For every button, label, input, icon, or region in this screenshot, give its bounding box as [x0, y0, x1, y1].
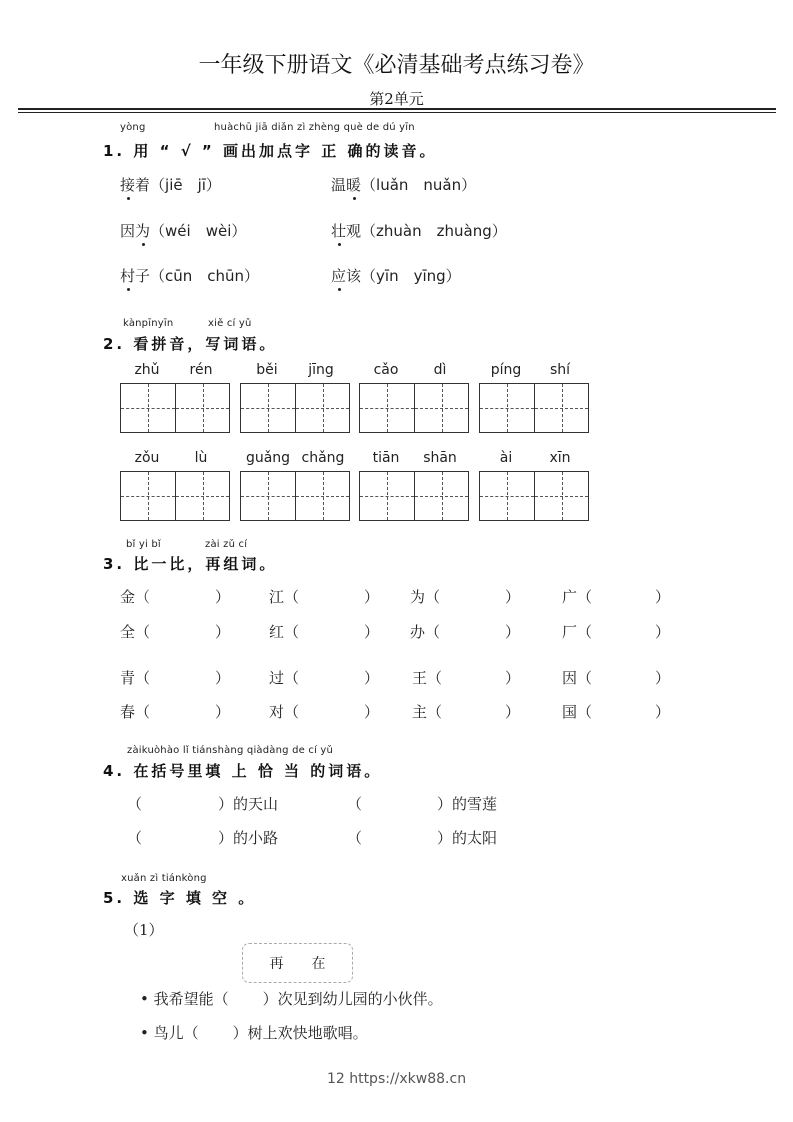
- open-paren: （: [135, 669, 151, 687]
- sentence-before: 鸟儿（: [153, 1024, 199, 1042]
- q4-open-paren: （: [347, 795, 363, 813]
- q1-pinyin-rest: huàchū jiā diǎn zì zhèng què de dú yīn: [214, 122, 415, 133]
- pinyin: zhǔ: [134, 362, 160, 378]
- pinyin-options: （jiē jī）: [150, 176, 221, 194]
- open-paren: （: [427, 703, 443, 721]
- grid-cell[interactable]: [534, 472, 588, 520]
- q1-text-check: “ √ ”: [159, 142, 215, 160]
- compare-item: [410, 586, 440, 607]
- pinyin-options: （luǎn nuǎn）: [361, 176, 477, 194]
- char: 广: [562, 588, 578, 606]
- compare-item: [120, 621, 150, 642]
- close-paren: ）: [215, 588, 231, 606]
- pinyin: rén: [189, 362, 213, 378]
- word-char: 温: [331, 176, 347, 194]
- close-paren: ）: [655, 588, 671, 606]
- grid-cell[interactable]: [295, 472, 349, 520]
- open-paren: （: [284, 669, 300, 687]
- compare-item: [269, 586, 299, 607]
- char: 主: [412, 703, 428, 721]
- compare-item: [120, 586, 150, 607]
- pinyin-pair: [479, 450, 587, 466]
- pinyin: shān: [423, 450, 457, 466]
- close-paren: ）: [218, 829, 234, 847]
- pinyin-pair: [479, 362, 587, 378]
- char: 因: [562, 669, 578, 687]
- page-footer: 12 https://xkw88.cn: [326, 1071, 467, 1087]
- pinyin: ài: [499, 450, 513, 466]
- pinyin-options: （cūn chūn）: [150, 267, 260, 285]
- close-paren: ）: [655, 623, 671, 641]
- grid-cell[interactable]: [414, 384, 468, 432]
- sentence-after: ）树上欢快地歌唱。: [232, 1024, 368, 1042]
- q1-pinyin-yong: yòng: [120, 122, 146, 133]
- q4-pinyin: zàikuòhào lǐ tiánshàng qiàdàng de cí yǔ: [127, 745, 334, 756]
- phrase-suffix: 的天山: [233, 795, 279, 813]
- phrase-suffix: 的小路: [233, 829, 279, 847]
- pinyin: běi: [256, 362, 278, 378]
- grid-cell[interactable]: [534, 384, 588, 432]
- grid-cell[interactable]: [295, 384, 349, 432]
- q1-heading: [103, 140, 437, 161]
- char: 青: [120, 669, 136, 687]
- open-paren: （: [284, 588, 300, 606]
- q4-heading: [103, 760, 382, 781]
- char: 办: [410, 623, 426, 641]
- open-paren: （: [577, 669, 593, 687]
- compare-item: [412, 701, 442, 722]
- grid-cell[interactable]: [414, 472, 468, 520]
- q5-number: 5.: [103, 889, 126, 907]
- q4-text: 在括号里填 上 恰 当 的词语。: [133, 762, 383, 780]
- sentence-before: 我希望能（: [153, 990, 229, 1008]
- pinyin: tiān: [372, 450, 400, 466]
- q1-text-yong: 用: [133, 142, 152, 160]
- writing-grid[interactable]: [359, 471, 469, 521]
- q4-open-paren: （: [347, 829, 363, 847]
- q4-open-paren: （: [127, 829, 143, 847]
- header-divider-thick: [18, 108, 776, 110]
- compare-item: [562, 621, 592, 642]
- char: 春: [120, 703, 136, 721]
- grid-cell[interactable]: [360, 384, 414, 432]
- grid-cell[interactable]: [175, 472, 229, 520]
- close-paren: ）: [215, 703, 231, 721]
- pinyin: cǎo: [373, 362, 399, 378]
- open-paren: （: [425, 588, 441, 606]
- writing-grid[interactable]: [479, 383, 589, 433]
- close-paren: ）: [655, 703, 671, 721]
- pinyin-options: （zhuàn zhuàng）: [361, 222, 507, 240]
- grid-cell[interactable]: [121, 472, 175, 520]
- char: 过: [269, 669, 285, 687]
- char: 全: [120, 623, 136, 641]
- phrase-suffix: 的雪莲: [452, 795, 498, 813]
- compare-item: [562, 586, 592, 607]
- char: 江: [269, 588, 285, 606]
- open-paren: （: [284, 703, 300, 721]
- choice-word: 再: [269, 956, 284, 972]
- q5-sentence: [140, 1022, 368, 1043]
- close-paren: ）: [364, 703, 380, 721]
- word-char: 因: [120, 222, 136, 240]
- char: 国: [562, 703, 578, 721]
- bullet: •: [140, 990, 149, 1008]
- compare-item: [412, 667, 442, 688]
- pinyin-pair: [240, 450, 350, 466]
- open-paren: （: [135, 623, 151, 641]
- q3-text: 比一比，再组词。: [133, 555, 278, 573]
- close-paren: ）: [437, 795, 453, 813]
- grid-cell[interactable]: [121, 384, 175, 432]
- pinyin-pair: [120, 362, 228, 378]
- compare-item: [410, 621, 440, 642]
- pinyin: dì: [433, 362, 447, 378]
- q1-item: [120, 174, 221, 195]
- close-paren: ）: [505, 623, 521, 641]
- unit-subtitle: 第2单元: [369, 90, 424, 108]
- q4-item: [437, 793, 497, 814]
- q1-item: [120, 220, 246, 241]
- char: 为: [410, 588, 426, 606]
- grid-cell[interactable]: [480, 384, 534, 432]
- compare-item: [269, 701, 299, 722]
- pinyin: zǒu: [134, 450, 160, 466]
- q4-item: [437, 827, 497, 848]
- grid-cell[interactable]: [360, 472, 414, 520]
- pinyin: chǎng: [301, 450, 345, 466]
- header-divider-thin: [18, 112, 776, 113]
- page-title: 一年级下册语文《必清基础考点练习卷》: [198, 53, 595, 78]
- q1-item: [331, 174, 476, 195]
- q3-pinyin-a: bǐ yi bǐ: [126, 539, 161, 550]
- q2-pinyin-b: xiě cí yǔ: [208, 318, 252, 329]
- phrase-suffix: 的太阳: [452, 829, 498, 847]
- writing-grid[interactable]: [120, 383, 230, 433]
- char: 王: [412, 669, 428, 687]
- q3-number: 3.: [103, 555, 126, 573]
- word-char: 观: [346, 222, 362, 240]
- q2-pinyin-a: kànpīnyīn: [123, 318, 174, 329]
- word-choice-box: [242, 943, 353, 983]
- open-paren: （: [427, 669, 443, 687]
- char: 厂: [562, 623, 578, 641]
- pinyin-pair: [120, 450, 228, 466]
- close-paren: ）: [364, 669, 380, 687]
- grid-cell[interactable]: [480, 472, 534, 520]
- word-char: 着: [135, 176, 151, 194]
- q1-item: [120, 265, 259, 286]
- pinyin-options: （wéi wèi）: [150, 222, 247, 240]
- pinyin-options: （yīn yīng）: [361, 267, 461, 285]
- writing-grid[interactable]: [359, 383, 469, 433]
- q2-text: 看拼音，写词语。: [133, 335, 278, 353]
- dotted-char: 接: [120, 176, 136, 194]
- bullet: •: [140, 1024, 149, 1042]
- close-paren: ）: [437, 829, 453, 847]
- q4-item: [218, 793, 278, 814]
- close-paren: ）: [655, 669, 671, 687]
- q5-sub-label: （1）: [124, 921, 164, 939]
- open-paren: （: [577, 703, 593, 721]
- grid-cell[interactable]: [241, 384, 295, 432]
- open-paren: （: [577, 623, 593, 641]
- compare-item: [120, 701, 150, 722]
- q1-item: [331, 265, 461, 286]
- q1-text-rest: 画出加点字 正 确的读音。: [223, 142, 438, 160]
- compare-item: [269, 667, 299, 688]
- grid-cell[interactable]: [241, 472, 295, 520]
- pinyin-pair: [240, 362, 348, 378]
- dotted-char: 应: [331, 267, 347, 285]
- compare-item: [562, 667, 592, 688]
- pinyin: lù: [194, 450, 208, 466]
- dotted-char: 暖: [346, 176, 362, 194]
- writing-grid[interactable]: [120, 471, 230, 521]
- dotted-char: 村: [120, 267, 136, 285]
- close-paren: ）: [505, 588, 521, 606]
- close-paren: ）: [364, 623, 380, 641]
- writing-grid[interactable]: [240, 383, 350, 433]
- pinyin-pair: [359, 362, 467, 378]
- close-paren: ）: [215, 669, 231, 687]
- pinyin: shí: [549, 362, 571, 378]
- close-paren: ）: [364, 588, 380, 606]
- dotted-char: 为: [135, 222, 151, 240]
- open-paren: （: [135, 703, 151, 721]
- pinyin-pair: [359, 450, 467, 466]
- q4-item: [218, 827, 278, 848]
- q3-pinyin-b: zài zǔ cí: [205, 539, 248, 550]
- q4-number: 4.: [103, 762, 126, 780]
- close-paren: ）: [218, 795, 234, 813]
- compare-item: [562, 701, 592, 722]
- q3-heading: [103, 553, 277, 574]
- pinyin: jīng: [308, 362, 334, 378]
- q5-heading: [103, 887, 256, 908]
- q1-item: [331, 220, 507, 241]
- char: 金: [120, 588, 136, 606]
- char: 对: [269, 703, 285, 721]
- q2-number: 2.: [103, 335, 126, 353]
- word-char: 子: [135, 267, 151, 285]
- close-paren: ）: [215, 623, 231, 641]
- grid-cell[interactable]: [175, 384, 229, 432]
- writing-grid[interactable]: [240, 471, 350, 521]
- open-paren: （: [135, 588, 151, 606]
- pinyin: xīn: [549, 450, 571, 466]
- close-paren: ）: [505, 703, 521, 721]
- sentence-after: ）次见到幼儿园的小伙伴。: [262, 990, 443, 1008]
- q2-heading: [103, 333, 277, 354]
- writing-grid[interactable]: [479, 471, 589, 521]
- q5-text: 选 字 填 空 。: [133, 889, 257, 907]
- dotted-char: 壮: [331, 222, 347, 240]
- q4-open-paren: （: [127, 795, 143, 813]
- choice-word: 在: [311, 956, 326, 972]
- q5-pinyin: xuǎn zì tiánkòng: [121, 873, 207, 884]
- open-paren: （: [577, 588, 593, 606]
- pinyin: guǎng: [245, 450, 291, 466]
- compare-item: [269, 621, 299, 642]
- q5-sentence: [140, 988, 443, 1009]
- close-paren: ）: [505, 669, 521, 687]
- q1-number: 1.: [103, 142, 126, 160]
- char: 红: [269, 623, 285, 641]
- word-char: 该: [346, 267, 362, 285]
- open-paren: （: [425, 623, 441, 641]
- pinyin: píng: [490, 362, 522, 378]
- compare-item: [120, 667, 150, 688]
- open-paren: （: [284, 623, 300, 641]
